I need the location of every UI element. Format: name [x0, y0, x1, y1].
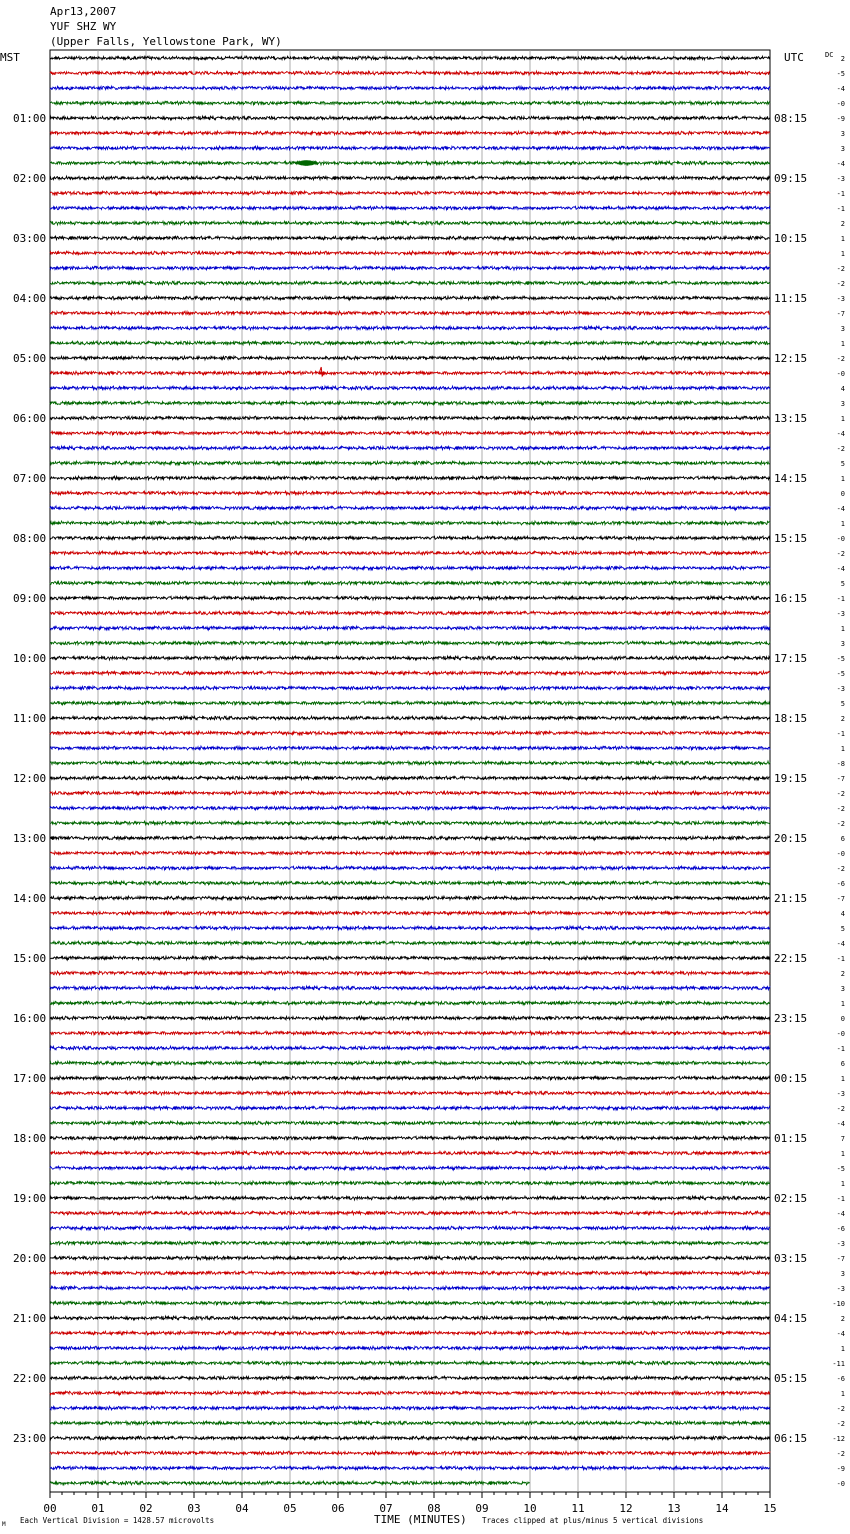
dc-value-row-4: -0 [836, 100, 845, 108]
trace-row-93 [50, 1436, 770, 1440]
dc-value-row-35: -4 [836, 565, 845, 573]
mst-labels [13, 112, 46, 1445]
trace-row-7 [50, 146, 770, 150]
trace-row-36 [50, 581, 770, 585]
dc-value-row-49: -7 [836, 775, 845, 783]
utc-label-1615: 16:15 [774, 592, 808, 605]
dc-value-row-67: -1 [836, 1045, 845, 1053]
mst-label-0100: 01:00 [13, 112, 47, 125]
trace-row-1 [50, 56, 770, 60]
dc-value-row-25: 1 [840, 415, 845, 423]
trace-row-10 [50, 191, 770, 195]
x-axis-ticks [43, 1492, 776, 1515]
mst-label-0700: 07:00 [13, 472, 47, 485]
dc-value-row-19: 3 [840, 325, 845, 333]
x-tick-label-02: 02 [139, 1502, 153, 1515]
x-tick-label-14: 14 [715, 1502, 729, 1515]
mst-label-0600: 06:00 [13, 412, 47, 425]
utc-label-0115: 01:15 [774, 1132, 808, 1145]
x-tick-label-10: 10 [523, 1502, 537, 1515]
dc-value-row-23: 4 [840, 385, 845, 393]
dc-value-row-54: -0 [836, 850, 845, 858]
x-axis-title: TIME (MINUTES) [374, 1513, 467, 1526]
chart-date: Apr13,2007 [50, 5, 117, 18]
utc-label-1315: 13:15 [774, 412, 808, 425]
dc-value-row-88: -11 [832, 1360, 845, 1368]
dc-value-row-20: 1 [840, 340, 845, 348]
footer-left-note: Each Vertical Division = 1428.57 microvolts [20, 1516, 215, 1525]
trace-row-15 [50, 266, 770, 270]
trace-row-23 [50, 386, 770, 390]
trace-row-25 [50, 416, 770, 420]
dc-value-row-30: 0 [840, 490, 845, 498]
dc-value-row-76: 1 [840, 1180, 845, 1188]
trace-row-31 [50, 506, 770, 510]
utc-label-0415: 04:15 [774, 1312, 808, 1325]
trace-row-67 [50, 1046, 770, 1050]
mst-label-0200: 02:00 [13, 172, 47, 185]
chart-location: (Upper Falls, Yellowstone Park, WY) [50, 35, 282, 48]
dc-value-row-13: 1 [840, 235, 845, 243]
trace-row-85 [50, 1316, 770, 1320]
chart-station: YUF SHZ WY [50, 20, 117, 33]
utc-labels [774, 112, 807, 1445]
trace-row-82 [50, 1271, 770, 1275]
x-tick-label-03: 03 [187, 1502, 201, 1515]
mst-label-1400: 14:00 [13, 892, 47, 905]
x-tick-label-15: 15 [763, 1502, 777, 1515]
dc-value-row-3: -4 [836, 85, 845, 93]
dc-value-row-55: -2 [836, 865, 845, 873]
utc-label-2015: 20:15 [774, 832, 808, 845]
trace-row-3 [50, 86, 770, 90]
dc-value-row-58: 4 [840, 910, 845, 918]
trace-row-84 [50, 1301, 770, 1305]
dc-value-row-7: 3 [840, 145, 845, 153]
dc-value-row-69: 1 [840, 1075, 845, 1083]
dc-value-row-53: 6 [840, 835, 845, 843]
trace-row-90 [50, 1391, 770, 1395]
mst-label-1000: 10:00 [13, 652, 47, 665]
trace-row-63 [50, 986, 770, 990]
dc-value-row-81: -7 [836, 1255, 845, 1263]
utc-label-0015: 00:15 [774, 1072, 808, 1085]
dc-value-row-63: 3 [840, 985, 845, 993]
dc-value-row-84: -10 [832, 1300, 845, 1308]
dc-value-row-26: -4 [836, 430, 845, 438]
dc-value-row-70: -3 [836, 1090, 845, 1098]
utc-label-1915: 19:15 [774, 772, 808, 785]
dc-value-row-96: -0 [836, 1480, 845, 1488]
dc-value-row-42: -5 [836, 670, 845, 678]
dc-value-row-16: -2 [836, 280, 845, 288]
trace-row-50 [50, 791, 770, 795]
dc-value-row-56: -6 [836, 880, 845, 888]
trace-row-9 [50, 176, 770, 180]
trace-row-33 [50, 536, 770, 540]
trace-row-80 [50, 1241, 770, 1245]
dc-value-row-9: -3 [836, 175, 845, 183]
trace-row-18 [50, 311, 770, 315]
mst-label-0500: 05:00 [13, 352, 47, 365]
mst-label-0900: 09:00 [13, 592, 47, 605]
dc-value-row-61: -1 [836, 955, 845, 963]
trace-row-61 [50, 956, 770, 960]
trace-row-57 [50, 896, 770, 900]
traces [50, 56, 770, 1485]
dc-value-row-77: -1 [836, 1195, 845, 1203]
mst-label-2100: 21:00 [13, 1312, 47, 1325]
dc-value-row-31: -4 [836, 505, 845, 513]
dc-value-row-95: -9 [836, 1465, 845, 1473]
utc-label-1415: 14:15 [774, 472, 808, 485]
dc-value-row-92: -2 [836, 1420, 845, 1428]
corner-mark: M [2, 1521, 6, 1528]
trace-row-58 [50, 911, 770, 915]
mst-label-1100: 11:00 [13, 712, 47, 725]
dc-value-row-28: 5 [840, 460, 845, 468]
trace-row-59 [50, 926, 770, 930]
trace-row-79 [50, 1226, 770, 1230]
trace-row-24 [50, 401, 770, 405]
dc-value-row-66: -0 [836, 1030, 845, 1038]
dc-value-row-21: -2 [836, 355, 845, 363]
trace-row-60 [50, 941, 770, 945]
dc-value-row-90: 1 [840, 1390, 845, 1398]
dc-value-row-10: -1 [836, 190, 845, 198]
x-tick-label-13: 13 [667, 1502, 681, 1515]
dc-value-row-18: -7 [836, 310, 845, 318]
trace-row-39 [50, 626, 770, 630]
dc-value-row-93: -12 [832, 1435, 845, 1443]
mst-label-0400: 04:00 [13, 292, 47, 305]
trace-row-55 [50, 866, 770, 870]
x-tick-label-07: 07 [379, 1502, 393, 1515]
dc-value-row-91: -2 [836, 1405, 845, 1413]
utc-label-1515: 15:15 [774, 532, 808, 545]
trace-row-74 [50, 1151, 770, 1155]
trace-row-68 [50, 1061, 770, 1065]
mst-label-1900: 19:00 [13, 1192, 47, 1205]
dc-value-row-65: 0 [840, 1015, 845, 1023]
utc-label-0315: 03:15 [774, 1252, 808, 1265]
x-tick-label-05: 05 [283, 1502, 297, 1515]
trace-row-62 [50, 971, 770, 975]
trace-row-53 [50, 836, 770, 840]
trace-row-91 [50, 1406, 770, 1410]
trace-row-92 [50, 1421, 770, 1425]
trace-row-88 [50, 1361, 770, 1365]
dc-value-row-8: -4 [836, 160, 845, 168]
trace-row-16 [50, 281, 770, 285]
trace-row-77 [50, 1196, 770, 1200]
dc-value-row-50: -2 [836, 790, 845, 798]
dc-value-row-1: 2 [840, 55, 845, 63]
dc-value-row-36: 5 [840, 580, 845, 588]
dc-value-row-68: 6 [840, 1060, 845, 1068]
utc-label-1015: 10:15 [774, 232, 808, 245]
trace-row-44 [50, 701, 770, 705]
dc-value-row-15: -2 [836, 265, 845, 273]
dc-value-row-40: 3 [840, 640, 845, 648]
x-tick-label-08: 08 [427, 1502, 441, 1515]
trace-row-22 [50, 371, 770, 375]
x-tick-label-11: 11 [571, 1502, 585, 1515]
dc-value-row-71: -2 [836, 1105, 845, 1113]
trace-row-54 [50, 851, 770, 855]
dc-value-row-59: 5 [840, 925, 845, 933]
utc-label-0615: 06:15 [774, 1432, 808, 1445]
trace-row-83 [50, 1286, 770, 1290]
mst-label-1500: 15:00 [13, 952, 47, 965]
trace-row-8 [50, 161, 770, 165]
utc-label-0915: 09:15 [774, 172, 808, 185]
trace-row-45 [50, 716, 770, 720]
dc-value-row-39: 1 [840, 625, 845, 633]
trace-row-47 [50, 746, 770, 750]
trace-row-6 [50, 131, 770, 135]
trace-row-11 [50, 206, 770, 210]
utc-label-1215: 12:15 [774, 352, 808, 365]
trace-row-49 [50, 776, 770, 780]
trace-row-70 [50, 1091, 770, 1095]
x-tick-label-01: 01 [91, 1502, 105, 1515]
dc-value-row-41: -5 [836, 655, 845, 663]
dc-value-row-22: -0 [836, 370, 845, 378]
dc-value-row-37: -1 [836, 595, 845, 603]
dc-value-row-46: -1 [836, 730, 845, 738]
dc-value-row-47: 1 [840, 745, 845, 753]
event-mark-1 [294, 160, 318, 166]
dc-value-row-57: -7 [836, 895, 845, 903]
dc-value-row-72: -4 [836, 1120, 845, 1128]
trace-row-32 [50, 521, 770, 525]
trace-row-66 [50, 1031, 770, 1035]
trace-row-73 [50, 1136, 770, 1140]
trace-row-20 [50, 341, 770, 345]
trace-row-52 [50, 821, 770, 825]
dc-value-row-6: 3 [840, 130, 845, 138]
trace-row-27 [50, 446, 770, 450]
trace-row-17 [50, 296, 770, 300]
dc-value-row-38: -3 [836, 610, 845, 618]
x-tick-label-12: 12 [619, 1502, 633, 1515]
trace-row-75 [50, 1166, 770, 1170]
mst-label-1200: 12:00 [13, 772, 47, 785]
trace-row-30 [50, 491, 770, 495]
dc-value-row-78: -4 [836, 1210, 845, 1218]
dc-value-row-48: -8 [836, 760, 845, 768]
dc-value-row-83: -3 [836, 1285, 845, 1293]
utc-label-2115: 21:15 [774, 892, 808, 905]
trace-row-26 [50, 431, 770, 435]
utc-label-2215: 22:15 [774, 952, 808, 965]
mst-label-1600: 16:00 [13, 1012, 47, 1025]
dc-value-row-64: 1 [840, 1000, 845, 1008]
mst-label-2000: 20:00 [13, 1252, 47, 1265]
trace-row-48 [50, 761, 770, 765]
x-tick-label-06: 06 [331, 1502, 345, 1515]
trace-row-78 [50, 1211, 770, 1215]
trace-row-35 [50, 566, 770, 570]
trace-row-13 [50, 236, 770, 240]
utc-axis-label: UTC [784, 51, 804, 64]
dc-value-row-43: -3 [836, 685, 845, 693]
dc-value-row-5: -9 [836, 115, 845, 123]
dc-values [832, 55, 845, 1488]
dc-value-row-62: 2 [840, 970, 845, 978]
trace-row-51 [50, 806, 770, 810]
trace-row-21 [50, 356, 770, 360]
trace-row-81 [50, 1256, 770, 1260]
mst-label-1300: 13:00 [13, 832, 47, 845]
trace-row-65 [50, 1016, 770, 1020]
dc-value-row-17: -3 [836, 295, 845, 303]
dc-value-row-89: -6 [836, 1375, 845, 1383]
mst-label-2200: 22:00 [13, 1372, 47, 1385]
dc-value-row-87: 1 [840, 1345, 845, 1353]
utc-label-0515: 05:15 [774, 1372, 808, 1385]
dc-value-row-29: 1 [840, 475, 845, 483]
dc-value-row-82: 3 [840, 1270, 845, 1278]
trace-row-5 [50, 116, 770, 120]
dc-value-row-51: -2 [836, 805, 845, 813]
dc-value-row-44: 5 [840, 700, 845, 708]
trace-row-4 [50, 101, 770, 105]
dc-value-row-12: 2 [840, 220, 845, 228]
dc-value-row-2: -5 [836, 70, 845, 78]
dc-value-row-32: 1 [840, 520, 845, 528]
trace-row-14 [50, 251, 770, 255]
trace-row-19 [50, 326, 770, 330]
utc-label-0215: 02:15 [774, 1192, 808, 1205]
dc-value-row-74: 1 [840, 1150, 845, 1158]
dc-value-row-86: -4 [836, 1330, 845, 1338]
trace-row-72 [50, 1121, 770, 1125]
trace-row-41 [50, 656, 770, 660]
trace-row-69 [50, 1076, 770, 1080]
trace-row-86 [50, 1331, 770, 1335]
trace-row-2 [50, 71, 770, 75]
trace-row-89 [50, 1376, 770, 1380]
dc-header: DC [825, 51, 834, 59]
trace-row-37 [50, 596, 770, 600]
dc-value-row-80: -3 [836, 1240, 845, 1248]
dc-value-row-52: -2 [836, 820, 845, 828]
dc-value-row-27: -2 [836, 445, 845, 453]
x-tick-label-09: 09 [475, 1502, 489, 1515]
dc-value-row-75: -5 [836, 1165, 845, 1173]
trace-row-43 [50, 686, 770, 690]
utc-label-1715: 17:15 [774, 652, 808, 665]
dc-value-row-33: -0 [836, 535, 845, 543]
trace-row-12 [50, 221, 770, 225]
utc-label-0815: 08:15 [774, 112, 808, 125]
mst-label-2300: 23:00 [13, 1432, 47, 1445]
trace-row-40 [50, 641, 770, 645]
dc-value-row-34: -2 [836, 550, 845, 558]
dc-value-row-14: 1 [840, 250, 845, 258]
dc-value-row-24: 3 [840, 400, 845, 408]
utc-label-1115: 11:15 [774, 292, 808, 305]
dc-value-row-85: 2 [840, 1315, 845, 1323]
dc-value-row-94: -2 [836, 1450, 845, 1458]
trace-row-95 [50, 1466, 770, 1470]
mst-label-0800: 08:00 [13, 532, 47, 545]
mst-label-0300: 03:00 [13, 232, 47, 245]
mst-axis-label: MST [0, 51, 20, 64]
trace-row-34 [50, 551, 770, 555]
dc-value-row-45: 2 [840, 715, 845, 723]
trace-row-71 [50, 1106, 770, 1110]
x-tick-label-04: 04 [235, 1502, 249, 1515]
dc-value-row-60: -4 [836, 940, 845, 948]
dc-value-row-79: -6 [836, 1225, 845, 1233]
trace-row-28 [50, 461, 770, 465]
trace-row-38 [50, 611, 770, 615]
trace-row-94 [50, 1451, 770, 1455]
mst-label-1800: 18:00 [13, 1132, 47, 1145]
trace-row-42 [50, 671, 770, 675]
mst-label-1700: 17:00 [13, 1072, 47, 1085]
dc-value-row-11: -1 [836, 205, 845, 213]
footer-right-note: Traces clipped at plus/minus 5 vertical divisions [482, 1516, 704, 1525]
trace-row-56 [50, 881, 770, 885]
utc-label-2315: 23:15 [774, 1012, 808, 1025]
trace-row-64 [50, 1001, 770, 1005]
trace-row-87 [50, 1346, 770, 1350]
utc-label-1815: 18:15 [774, 712, 808, 725]
x-tick-label-00: 00 [43, 1502, 57, 1515]
trace-row-76 [50, 1181, 770, 1185]
dc-value-row-73: 7 [840, 1135, 845, 1143]
trace-row-46 [50, 731, 770, 735]
trace-row-29 [50, 476, 770, 480]
